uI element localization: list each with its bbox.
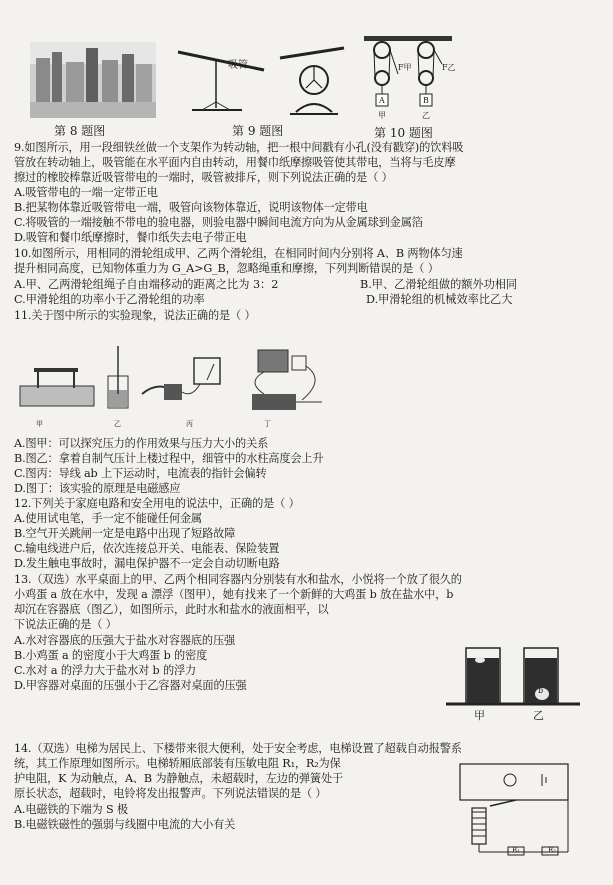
q10-option-b: B.甲、乙滑轮组做的额外功相同 [360,278,518,291]
q10-option-c: C.甲滑轮组的功率小于乙滑轮组的功率 [14,293,205,306]
figure-11-label-yi: 乙 [114,420,121,428]
q9-stem-line: 管放在转动轴上，吸管能在水平面内自由转动，用餐巾纸摩擦吸管使其带电，当将与毛皮摩 [14,156,456,169]
q9-option-a: A.吸管带电的一端一定带正电 [14,186,158,199]
figure-10-pulleys [362,34,454,126]
figure-10-force-right: F乙 [442,63,456,72]
q13-option-d: D.甲容器对桌面的压强小于乙容器对桌面的压强 [14,679,247,692]
q9-option-b: B.把某物体靠近吸管带电一端，吸管向该物体靠近，说明该物体一定带电 [14,201,368,214]
q10-stem-line: 提升相同高度，已知物体重力为 G_A>G_B，忽略绳重和摩擦，下列判断错误的是（ ） [14,262,439,275]
q9-option-d: D.吸管和餐巾纸摩擦时，餐巾纸失去电子带正电 [14,231,247,244]
q13-stem-line: 小鸡蛋 a 放在水中，发现 a 漂浮（图甲），她有找来了一个新鲜的大鸡蛋 b 放在盐水中，b [14,588,454,601]
figure-14-r1-label: R₁ [512,846,521,854]
figure-13-label-yi: 乙 [533,709,544,722]
q9-stem-line: 擦过的橡胶棒靠近吸管带电的一端时，吸管被排斥，则下列说法正确的是（ ） [14,171,393,184]
figure-9-caption: 第 9 题图 [232,124,284,138]
q9-stem-line: 9.如图所示，用一段细铁丝做一个支架作为转动轴，把一根中间戳有小孔(没有戳穿)的饮料吸 [14,141,464,154]
q12-option-c: C.输电线进户后，依次连接总开关、电能表、保险装置 [14,542,280,555]
figure-13-label-jia: 甲 [474,709,485,722]
figure-10-caption: 第 10 题图 [374,126,433,140]
figure-13-egg-b-label: b [538,686,544,695]
figure-13-containers [446,630,580,722]
q14-stem-line: 14.（双选）电梯为居民上、下楼带来很大便利，处于安全考虑，电梯设置了超载自动报警系 [14,742,462,755]
figure-9-straw-diagram [172,36,272,118]
q14-stem-line: 统，其工作原理如图所示。电梯轿厢底部装有压敏电阻 R₁，R₂为保 [14,757,341,770]
q11-stem: 11.关于图中所示的实验现象，说法正确的是（ ） [14,309,256,322]
q11-option-b: B.图乙：拿着自制气压计上楼过程中，细管中的水柱高度会上升 [14,452,324,465]
q14-option-b: B.电磁铁磁性的强弱与线圈中电流的大小有关 [14,818,236,831]
q13-option-b: B.小鸡蛋 a 的密度小于大鸡蛋 b 的密度 [14,649,208,662]
q13-option-c: C.水对 a 的浮力大于盐水对 b 的浮力 [14,664,197,677]
figure-8-photo [30,42,156,118]
q10-stem-line: 10.如图所示，用相同的滑轮组成甲、乙两个滑轮组，在相同时间内分别将 A、B 两物体匀速 [14,247,463,260]
q12-option-d: D.发生触电事故时，漏电保护器不一定会自动切断电路 [14,557,280,570]
figure-10-left-label: 甲 [378,111,386,120]
figure-14-circuit [446,758,576,858]
q12-option-b: B.空气开关跳闸一定是电路中出现了短路故障 [14,527,236,540]
q13-stem-line: 下说法正确的是（ ） [14,618,117,631]
q10-option-d: D.甲滑轮组的机械效率比乙大 [366,293,513,306]
q12-stem: 12.下列关于家庭电路和安全用电的说法中，正确的是（ ） [14,497,300,510]
figure-9-rod-diagram [278,40,350,120]
figure-11-label-ding: 丁 [264,420,271,428]
q13-option-a: A.水对容器底的压强大于盐水对容器底的压强 [14,634,236,647]
figure-10-right-label: 乙 [422,111,430,120]
q12-option-a: A.使用试电笔，手一定不能碰任何金属 [14,512,202,525]
q11-option-a: A.图甲：可以探究压力的作用效果与压力大小的关系 [14,437,269,450]
q14-option-a: A.电磁铁的下端为 S 极 [14,803,128,816]
figure-11-label-jia: 甲 [36,420,43,428]
figure-14-r2-label: R₂ [548,846,557,854]
figure-10-weight-a: A [379,96,385,105]
figure-10-force-left: F甲 [398,63,412,72]
q10-option-a: A.甲、乙两滑轮组绳子自由端移动的距离之比为 3：2 [14,278,279,291]
q13-stem-line: 却沉在容器底（图乙），如图所示，此时水和盐水的液面相平，以 [14,603,329,616]
figure-11-label-bing: 丙 [186,420,193,428]
q13-stem-line: 13.（双选）水平桌面上的甲、乙两个相同容器内分别装有水和盐水，小悦将一个放了很久的 [14,573,462,586]
figure-11-experiments [14,328,344,434]
figure-8-caption: 第 8 题图 [54,124,106,138]
q14-stem-line: 护电阻，K 为动触点，A、B 为静触点，未超载时，左边的弹簧处于 [14,772,344,785]
q11-option-d: D.图丁：该实验的原理是电磁感应 [14,482,181,495]
q9-option-c: C.将吸管的一端接触不带电的验电器，则验电器中瞬间电流方向为从金属球到金属箔 [14,216,423,229]
q11-option-c: C.图丙：导线 ab 上下运动时，电流表的指针会偏转 [14,467,267,480]
figure-10-weight-b: B [423,96,429,105]
figure-9-straw-label: 吸管 [228,60,248,71]
q14-stem-line: 原长状态，超载时，电铃将发出报警声。下列说法错误的是（ ） [14,787,327,800]
